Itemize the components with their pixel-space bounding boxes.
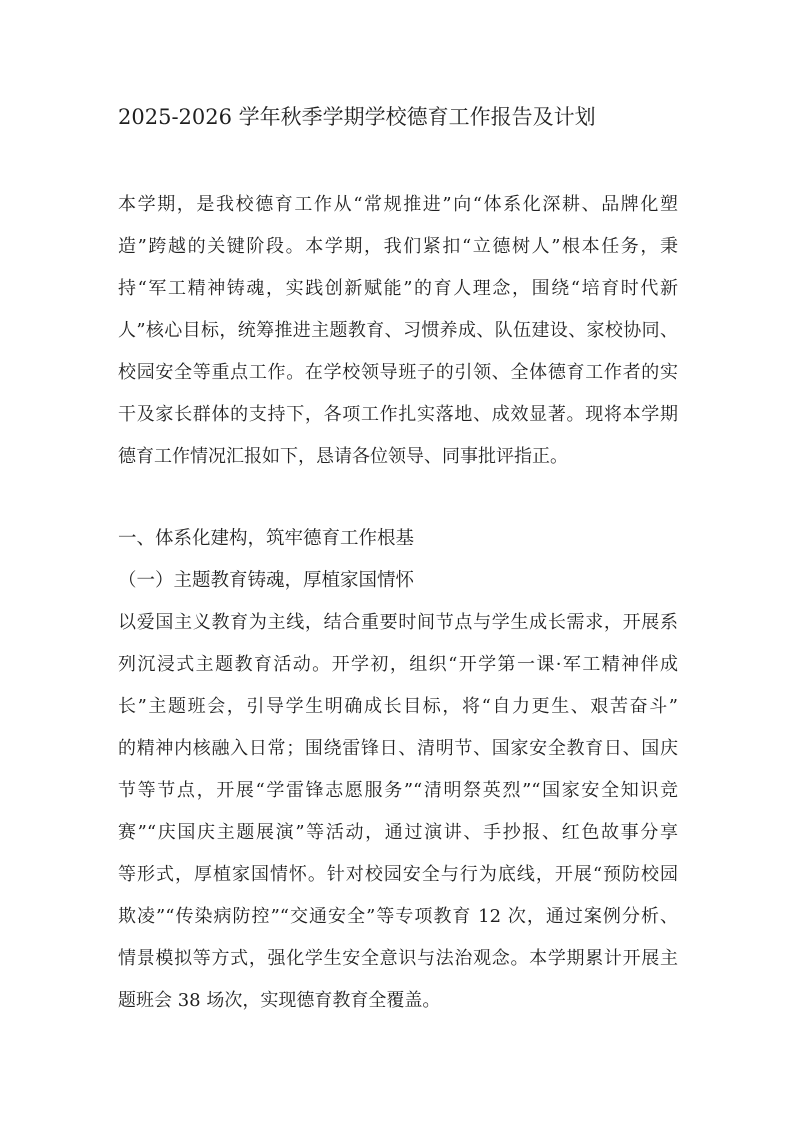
text-line: 节等节点，开展“学雷锋志愿服务”“清明祭英烈”“国家安全知识竞 (118, 780, 678, 801)
body-paragraph (118, 602, 678, 1022)
document-title: 2025-2026 学年秋季学期学校德育工作报告及计划 (118, 105, 596, 129)
text-line: 本学期，是我校德育工作从“常规推进”向“体系化深耕、品牌化塑 (118, 194, 678, 215)
text-line: 以爱国主义教育为主线，结合重要时间节点与学生成长需求，开展系 (118, 612, 678, 633)
text-line: 欺凌”“传染病防控”“交通安全”等专项教育 12 次，通过案例分析、 (118, 906, 678, 927)
intro-paragraph (118, 184, 678, 478)
text-line: 等形式，厚植家国情怀。针对校园安全与行为底线，开展“预防校园 (118, 864, 678, 885)
text-line: 造”跨越的关键阶段。本学期，我们紧扣“立德树人”根本任务，秉 (118, 236, 678, 257)
text-line: 持“军工精神铸魂，实践创新赋能”的育人理念，围绕“培育时代新 (118, 278, 678, 299)
document-content (118, 0, 678, 1022)
text-line: 列沉浸式主题教育活动。开学初，组织“开学第一课·军工精神伴成 (118, 654, 678, 675)
text-line: 人”核心目标，统筹推进主题教育、习惯养成、队伍建设、家校协同、 (118, 320, 678, 341)
text-line: 德育工作情况汇报如下，恳请各位领导、同事批评指正。 (118, 446, 568, 467)
subsection-heading: （一）主题教育铸魂，厚植家国情怀 (118, 570, 415, 591)
text-line: 的精神内核融入日常；围绕雷锋日、清明节、国家安全教育日、国庆 (118, 738, 678, 759)
text-line: 题班会 38 场次，实现德育教育全覆盖。 (118, 990, 441, 1011)
text-line: 长”主题班会，引导学生明确成长目标，将“自力更生、艰苦奋斗” (118, 696, 678, 717)
text-line: 干及家长群体的支持下，各项工作扎实落地、成效显著。现将本学期 (118, 404, 678, 425)
text-line: 情景模拟等方式，强化学生安全意识与法治观念。本学期累计开展主 (118, 948, 678, 969)
section-heading: 一、体系化建构，筑牢德育工作根基 (118, 528, 415, 549)
text-line: 校园安全等重点工作。在学校领导班子的引领、全体德育工作者的实 (118, 362, 678, 383)
text-line: 赛”“庆国庆主题展演”等活动，通过演讲、手抄报、红色故事分享 (118, 822, 678, 843)
